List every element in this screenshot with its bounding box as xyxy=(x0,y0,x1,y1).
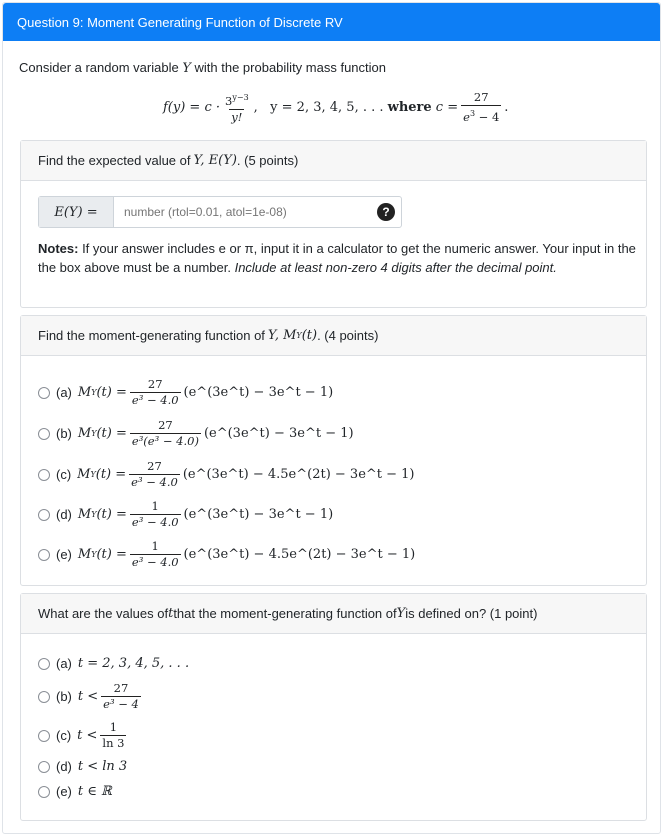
radio-d[interactable] xyxy=(38,761,50,773)
mgf-tail: (e^(3e^t) − 3e^t − 1) xyxy=(203,426,354,441)
mgf-fraction xyxy=(130,378,181,407)
mgf-lhs-sub: Y xyxy=(91,429,97,438)
mgf-section xyxy=(20,315,647,586)
domain-expr xyxy=(77,721,129,750)
domain-den: ln 3 xyxy=(102,736,125,750)
mgf-lhs-sub: Y xyxy=(91,510,97,519)
radio-d[interactable] xyxy=(38,509,50,521)
pmf-denominator: y! xyxy=(231,109,243,124)
domain-den: e³ − 4 xyxy=(103,697,139,711)
s3-prompt-t: t xyxy=(168,606,174,621)
mgf-fraction xyxy=(130,419,201,448)
c-denominator xyxy=(461,105,501,124)
option-label: (c) xyxy=(56,728,72,743)
option-label: (b) xyxy=(56,426,72,441)
radio-a[interactable] xyxy=(38,387,50,399)
mgf-num: 27 xyxy=(147,459,162,473)
mgf-den: e³(e³ − 4.0) xyxy=(131,434,199,448)
s2-prompt-text: Find the moment-generating function of xyxy=(38,328,265,343)
mgf-lhs-m: M xyxy=(77,385,92,400)
option-label: (a) xyxy=(56,656,72,671)
s3-prompt-text: What are the values of xyxy=(38,606,169,621)
domain-prompt xyxy=(21,594,646,634)
question-card xyxy=(2,2,661,834)
pmf-num-base: 3 xyxy=(225,93,233,108)
option-label: (e) xyxy=(56,547,72,562)
option-label: (e) xyxy=(56,784,72,799)
pmf-numerator xyxy=(223,91,251,109)
option-label: (d) xyxy=(56,507,72,522)
s3-prompt-y: Y xyxy=(396,606,406,621)
mgf-tail: (e^(3e^t) − 3e^t − 1) xyxy=(183,507,334,522)
mgf-lhs-rest: (t) = xyxy=(96,547,127,562)
mgf-option-a[interactable] xyxy=(38,378,333,407)
intro-before: Consider a random variable xyxy=(19,60,183,75)
s2-prompt-math2: (t) xyxy=(301,328,318,343)
c-den-base: e xyxy=(463,109,470,124)
domain-lhs: t < xyxy=(77,689,99,704)
mgf-den: e³ − 4.0 xyxy=(131,515,179,529)
mgf-option-d[interactable] xyxy=(38,500,333,529)
mgf-tail: (e^(3e^t) − 3e^t − 1) xyxy=(183,385,334,400)
mgf-lhs-sub: Y xyxy=(91,388,97,397)
expected-value-answer-group xyxy=(38,196,402,228)
intro-var: Y xyxy=(182,61,191,76)
expected-value-label: E(Y) = xyxy=(39,197,114,227)
pmf-fraction xyxy=(223,91,251,124)
c-den-exp: 3 xyxy=(469,109,476,118)
mgf-den: e³ − 4.0 xyxy=(131,475,178,489)
intro-text xyxy=(19,60,386,76)
notes-italic: Include at least non-zero 4 digits after the decimal point. xyxy=(234,260,557,275)
mgf-option-c[interactable] xyxy=(38,460,415,489)
radio-e[interactable] xyxy=(38,549,50,561)
domain-option-d[interactable] xyxy=(38,759,127,774)
help-icon[interactable]: ? xyxy=(377,203,395,221)
radio-b[interactable] xyxy=(38,691,50,703)
mgf-den: e³ − 4.0 xyxy=(131,555,179,569)
option-label: (c) xyxy=(56,467,72,482)
mgf-lhs-sub: Y xyxy=(91,550,97,559)
mgf-expr xyxy=(78,540,415,569)
mgf-lhs-sub: Y xyxy=(90,470,96,479)
expected-value-input[interactable] xyxy=(114,197,401,227)
mgf-expr xyxy=(78,378,333,407)
domain-num: 1 xyxy=(109,720,118,734)
domain-expr: t = 2, 3, 4, 5, . . . xyxy=(77,656,190,671)
notes-bold: Notes: xyxy=(38,241,79,256)
question-header xyxy=(3,3,660,41)
mgf-expr xyxy=(78,500,333,529)
mgf-option-e[interactable] xyxy=(38,540,415,569)
mgf-num: 27 xyxy=(147,377,163,391)
pmf-end: . xyxy=(504,99,509,115)
mgf-tail: (e^(3e^t) − 4.5e^(2t) − 3e^t − 1) xyxy=(183,547,416,562)
radio-b[interactable] xyxy=(38,428,50,440)
mgf-lhs-rest: (t) = xyxy=(95,467,127,482)
notes-text xyxy=(38,239,638,277)
domain-option-b[interactable] xyxy=(38,682,144,711)
mgf-tail: (e^(3e^t) − 4.5e^(2t) − 3e^t − 1) xyxy=(182,467,415,482)
intro-after: with the probability mass function xyxy=(190,60,387,75)
domain-section xyxy=(20,593,647,821)
mgf-option-b[interactable] xyxy=(38,419,354,448)
pmf-num-exp: y−3 xyxy=(232,93,249,102)
mgf-expr xyxy=(78,419,354,448)
notes-body: If your answer includes e or π, input it in a calculator to get the numeric answer. Your input in the the box above must be a number. xyxy=(38,241,636,275)
s1-prompt-math: Y, E(Y) xyxy=(193,153,237,168)
mgf-lhs-m: M xyxy=(77,426,92,441)
mgf-lhs-m: M xyxy=(77,507,92,522)
domain-fraction xyxy=(101,682,141,711)
radio-e[interactable] xyxy=(38,786,50,798)
radio-c[interactable] xyxy=(38,730,50,742)
s3-prompt-mid: that the moment-generating function of xyxy=(173,606,397,621)
radio-c[interactable] xyxy=(38,469,50,481)
mgf-prompt xyxy=(21,316,646,356)
mgf-fraction xyxy=(129,460,180,489)
radio-a[interactable] xyxy=(38,658,50,670)
s2-prompt-math: Y, M xyxy=(267,328,297,343)
mgf-lhs-rest: (t) = xyxy=(96,426,127,441)
mgf-fraction xyxy=(130,540,181,569)
mgf-den: e³ − 4.0 xyxy=(131,393,179,407)
option-label: (b) xyxy=(56,689,72,704)
pmf-lhs: f(y) = c · xyxy=(163,99,221,115)
domain-expr: t ∈ ℝ xyxy=(77,784,112,799)
mgf-lhs-rest: (t) = xyxy=(96,385,127,400)
mgf-expr xyxy=(77,460,414,489)
pmf-formula xyxy=(163,91,508,124)
mgf-num: 27 xyxy=(158,418,173,432)
pmf-where: where xyxy=(387,99,432,115)
expected-value-prompt xyxy=(21,141,646,181)
option-label: (d) xyxy=(56,759,72,774)
option-label: (a) xyxy=(56,385,72,400)
c-fraction xyxy=(461,91,501,124)
domain-option-c[interactable] xyxy=(38,721,129,750)
domain-expr: t < ln 3 xyxy=(77,759,128,774)
pmf-domain: , y = 2, 3, 4, 5, . . . xyxy=(253,99,388,115)
c-numerator: 27 xyxy=(473,90,489,104)
domain-fraction xyxy=(100,721,126,750)
question-title: Question 9: Moment Generating Function of Discrete RV xyxy=(17,14,343,30)
s1-prompt-text: Find the expected value of xyxy=(38,153,191,168)
domain-lhs: t < xyxy=(77,728,98,743)
s2-prompt-points: . (4 points) xyxy=(317,328,379,343)
mgf-fraction xyxy=(130,500,181,529)
pmf-c-eq: c = xyxy=(431,99,459,115)
domain-option-a[interactable] xyxy=(38,656,189,671)
domain-expr xyxy=(78,682,144,711)
s2-prompt-sub: Y xyxy=(296,331,302,340)
mgf-num: 1 xyxy=(151,539,159,553)
domain-num: 27 xyxy=(113,681,129,695)
mgf-lhs-m: M xyxy=(77,467,91,482)
c-den-rest: − 4 xyxy=(475,109,500,124)
s1-prompt-points: . (5 points) xyxy=(236,153,299,168)
s3-prompt-end: is defined on? (1 point) xyxy=(405,606,538,621)
expected-value-section xyxy=(20,140,647,308)
mgf-lhs-rest: (t) = xyxy=(96,507,127,522)
domain-option-e[interactable] xyxy=(38,784,112,799)
mgf-lhs-m: M xyxy=(77,547,92,562)
mgf-num: 1 xyxy=(151,499,159,513)
